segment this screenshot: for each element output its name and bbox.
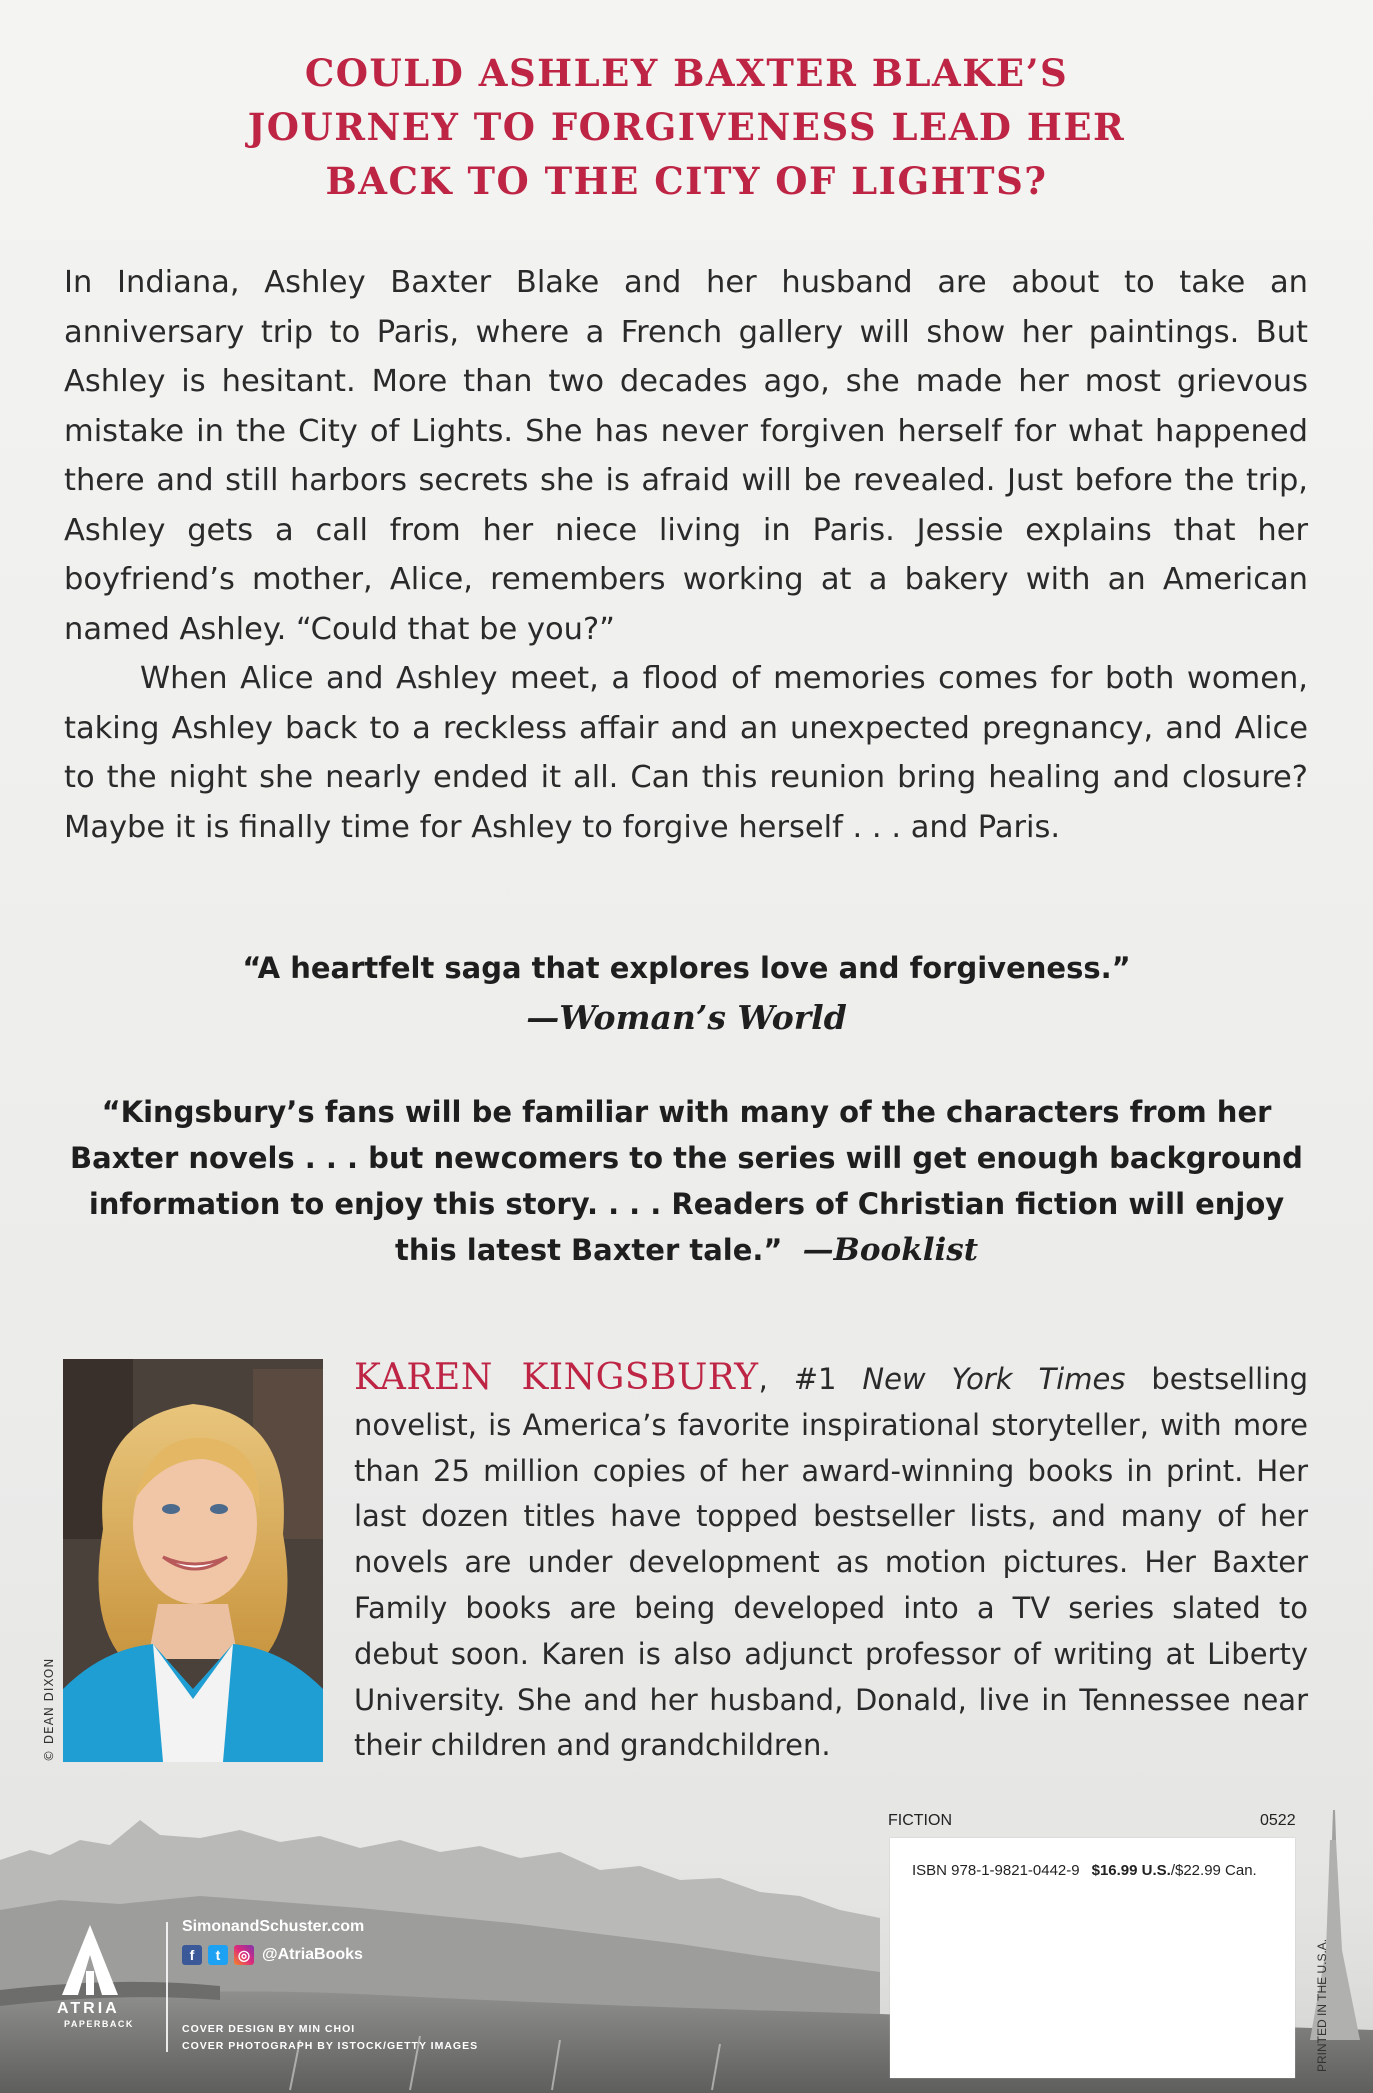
author-photo: [63, 1359, 323, 1762]
headline-line-3: BACK TO THE CITY OF LIGHTS?: [325, 159, 1048, 203]
cover-design-credit: COVER DESIGN BY MIN CHOI: [182, 2023, 356, 2035]
imprint-format: PAPERBACK: [64, 2019, 134, 2029]
review-source-1: —Woman’s World: [526, 998, 847, 1037]
twitter-icon: t: [208, 1945, 228, 1965]
instagram-icon: ◎: [234, 1945, 254, 1965]
publisher-divider: [166, 1922, 168, 2052]
cover-photo-credit: COVER PHOTOGRAPH BY ISTOCK/GETTY IMAGES: [182, 2040, 479, 2052]
blurb-paragraph-1: In Indiana, Ashley Baxter Blake and her husband are about to take an anniversary trip to Paris, where a French gallery will show her paintings. But Ashley is hesitant. More than two decades ago, she made her most grievous mistake in the City of Lights. She has never forgiven herself for what happened there and still harbors secrets she is afraid will be revealed. Just before the trip, Ashley gets a call from her niece living in Paris. Jessie explains that her boyfriend’s mother, Alice, remembers working at a bakery with an American named Ashley. “Could that be you?”: [64, 265, 1308, 647]
photo-credit: © DEAN DIXON: [42, 1657, 56, 1762]
author-portrait-icon: [63, 1359, 323, 1762]
price-us: $16.99 U.S.: [1091, 1862, 1171, 1879]
bio-italic: New York Times: [862, 1362, 1126, 1396]
facebook-icon: f: [182, 1945, 202, 1965]
atria-logo-icon: [62, 1925, 118, 1995]
isbn-price-line: [912, 1862, 1257, 1879]
social-handle: @AtriaBooks: [262, 1946, 363, 1963]
blurb-paragraph-2: When Alice and Ashley meet, a flood of memories comes for both women, taking Ashley back to a reckless affair and an unexpected pregnancy, and Alice to the night she nearly ended it all. Can this reunion bring healing and closure? Maybe it is finally time for Ashley to forgive herself . . . and Paris.: [64, 661, 1308, 845]
review-quote-2: [70, 1089, 1303, 1273]
publisher-website: SimonandSchuster.com: [182, 1918, 365, 1935]
blurb: [64, 258, 1308, 852]
price-can: /$22.99 Can.: [1170, 1862, 1257, 1879]
isbn: ISBN 978-1-9821-0442-9: [912, 1862, 1080, 1879]
headline-line-2: JOURNEY TO FORGIVENESS LEAD HER: [247, 105, 1126, 149]
bio-rest: bestselling novelist, is America’s favorite inspirational storyteller, with more than 25 million copies of her award-winning books in print. Her last dozen titles have topped bestseller lists, and many of her novels are under development as motion pictures. Her Baxter Family books are being developed into a TV series slated to debut soon. Karen is also adjunct professor of writing at Liberty University. She and her husband, Donald, live in Tennessee near their children and grandchildren.: [354, 1362, 1308, 1763]
review-source-2: —Booklist: [802, 1232, 979, 1268]
edition-code: 0522: [1260, 1812, 1296, 1829]
bio-lead: , #1: [758, 1362, 863, 1396]
author-name: KAREN KINGSBURY: [354, 1357, 759, 1398]
social-links: [182, 1945, 363, 1965]
headline-line-1: COULD ASHLEY BAXTER BLAKE’S: [304, 51, 1069, 95]
review-quote-1: “A heartfelt saga that explores love and forgiveness.”: [242, 951, 1131, 985]
cover-credits: [182, 2021, 478, 2055]
review-quote-2-text: “Kingsbury’s fans will be familiar with many of the characters from her Baxter novels . . . but newcomers to the series will get enough background information to enjoy this story. . . . Readers of Christian fiction will enjoy this latest Baxter tale.”: [70, 1095, 1303, 1267]
imprint-name: ATRIA: [57, 2000, 120, 2017]
headline: [0, 46, 1373, 208]
author-bio: [354, 1355, 1308, 1769]
printed-in-usa: PRINTED IN THE U.S.A.: [1315, 1938, 1329, 2072]
category-label: FICTION: [888, 1812, 952, 1829]
